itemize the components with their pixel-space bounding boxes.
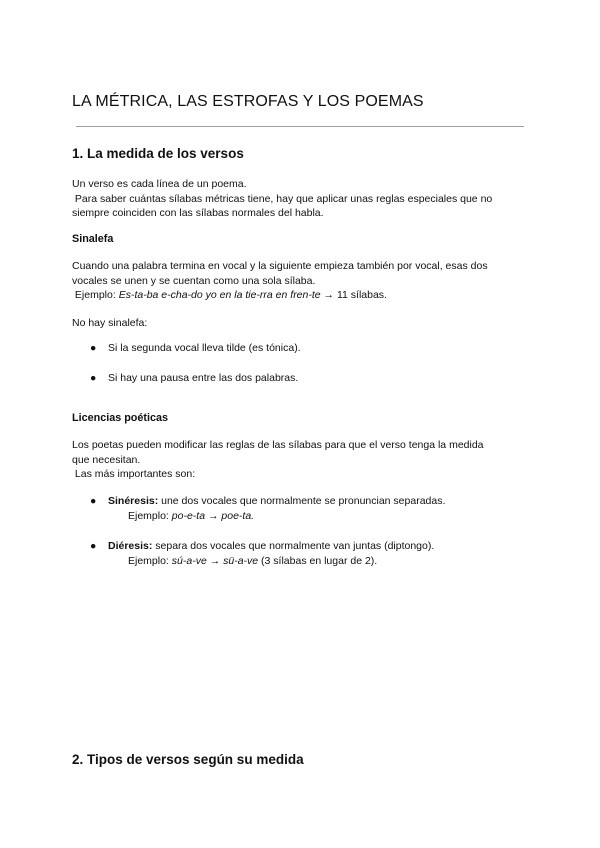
list-item-text: Si la segunda vocal lleva tilde (es tónica). xyxy=(108,342,301,354)
sineresis-example xyxy=(128,509,254,524)
example-result: → 11 sílabas. xyxy=(320,289,387,301)
section-heading-1: 1. La medida de los versos xyxy=(72,146,244,161)
example-label: Ejemplo: xyxy=(72,289,119,301)
intro-line: siempre coinciden con las sílabas normales del habla. xyxy=(72,207,324,219)
section1-intro xyxy=(72,177,532,221)
licencias-paragraph xyxy=(72,438,532,482)
paragraph-line: que necesitan. xyxy=(72,453,141,466)
example-label: Ejemplo: xyxy=(128,509,172,522)
intro-line: Un verso es cada línea de un poema. xyxy=(72,178,247,190)
dieresis-example xyxy=(128,554,377,569)
subheading-licencias: Licencias poéticas xyxy=(72,412,169,424)
example-text: Es-ta-ba e-cha-do yo en la tie-rra en fren-te xyxy=(118,289,321,301)
intro-line: Para saber cuántas sílabas métricas tiene, hay que aplicar unas reglas especiales que no xyxy=(72,192,493,205)
section-heading-2: 2. Tipos de versos según su medida xyxy=(72,752,304,767)
list-item-text: Si hay una pausa entre las dos palabras. xyxy=(108,372,299,384)
term-dieresis: Diéresis: xyxy=(108,540,153,552)
paragraph-line: vocales se unen y se cuentan como una sola sílaba. xyxy=(72,274,316,287)
title-divider xyxy=(76,126,524,127)
bullet-icon: ● xyxy=(90,495,97,507)
term-sineresis: Sinéresis: xyxy=(108,495,159,507)
example-text: sú-a-ve → sü-a-ve xyxy=(171,554,259,567)
paragraph-line: Las más importantes son: xyxy=(72,468,196,480)
no-sinalefa-label: No hay sinalefa: xyxy=(72,317,148,329)
term-description: separa dos vocales que normalmente van juntas (diptongo). xyxy=(152,540,435,552)
term-description: une dos vocales que normalmente se pronuncian separadas. xyxy=(158,495,446,507)
subheading-sinalefa: Sinalefa xyxy=(72,233,114,245)
sinalefa-example xyxy=(72,288,532,303)
page-title: LA MÉTRICA, LAS ESTROFAS Y LOS POEMAS xyxy=(72,93,424,110)
bullet-icon: ● xyxy=(90,342,97,354)
paragraph-line: Cuando una palabra termina en vocal y la siguiente empieza también por vocal, esas dos xyxy=(72,260,488,272)
bullet-icon: ● xyxy=(90,540,97,552)
example-result: (3 sílabas en lugar de 2). xyxy=(258,554,378,567)
sinalefa-paragraph xyxy=(72,259,532,303)
paragraph-line: Los poetas pueden modificar las reglas de las sílabas para que el verso tenga la medida xyxy=(72,439,484,451)
bullet-icon: ● xyxy=(90,372,97,384)
example-text: po-e-ta → poe-ta. xyxy=(171,509,255,522)
example-label: Ejemplo: xyxy=(128,554,172,567)
